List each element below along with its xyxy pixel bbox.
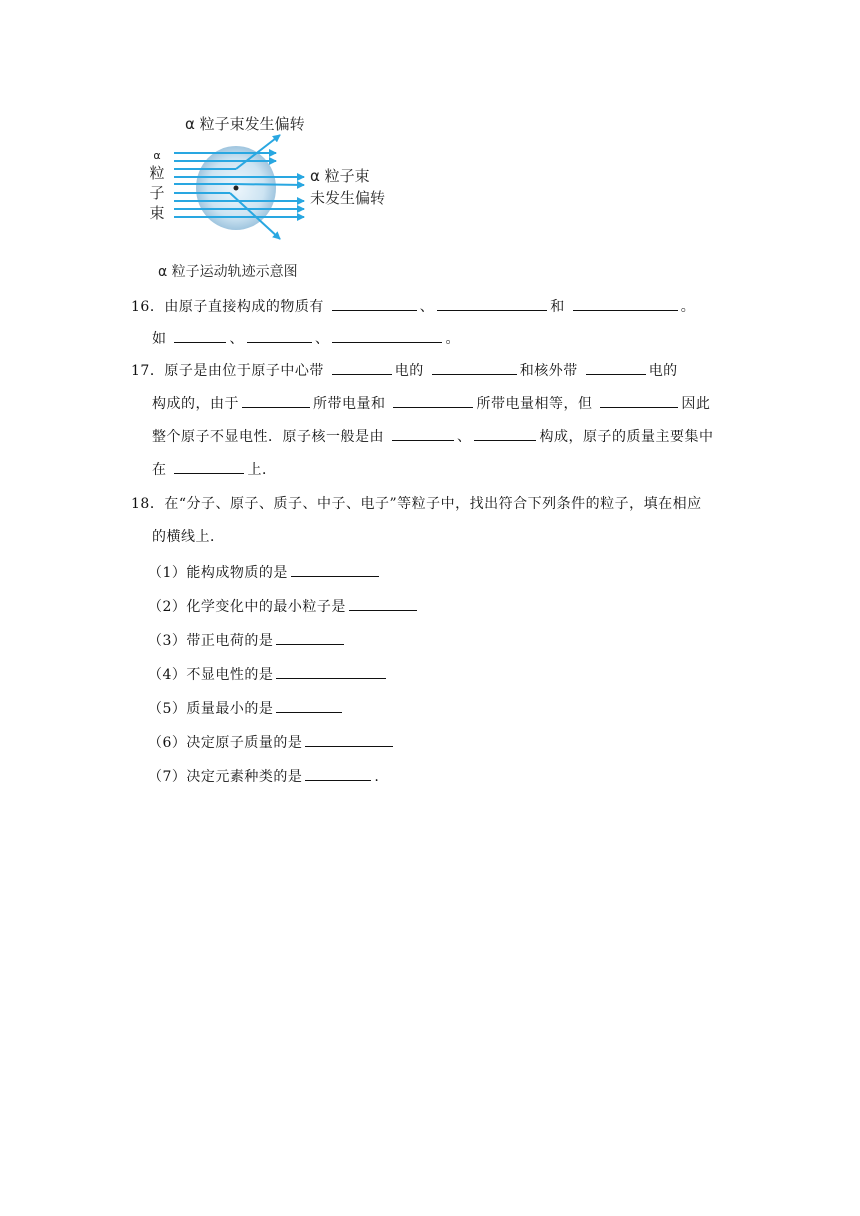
figure-caption: α 粒子运动轨迹示意图 [158,264,298,280]
separator: 。 [680,299,696,315]
q16-line2 [152,328,460,348]
q18-line1 [131,493,702,513]
separator: 、 [456,429,472,445]
q17-text: 在 [152,462,167,478]
q17-line1 [131,360,678,380]
q18-item [148,732,396,752]
answer-blank[interactable] [291,562,379,577]
q18-item-text: （1）能构成物质的是 [148,565,288,581]
q18-item-text: （2）化学变化中的最小粒子是 [148,599,346,615]
beam-label-char: 粒 [149,164,165,182]
q18-text: 在“分子、原子、质子、中子、电子”等粒子中，找出符合下列条件的粒子，填在相应 [164,496,702,512]
q18-item [148,630,347,650]
answer-blank[interactable] [174,459,244,474]
beam-label-char: 子 [149,184,165,202]
beam-label-alpha: α [153,149,161,162]
answer-blank[interactable] [247,328,312,343]
q17-text: 整个原子不显电性．原子核一般是由 [152,429,384,445]
q18-line2 [152,526,225,546]
question-number: 16． [131,299,165,315]
deflected-ray [232,184,304,185]
q18-item [148,562,382,582]
answer-blank[interactable] [332,360,392,375]
q17-text: 电的 [394,363,424,379]
q17-text: 所带电量相等，但 [476,396,593,412]
answer-blank[interactable] [432,360,517,375]
q18-item-text: （5）质量最小的是 [148,701,274,717]
answer-blank[interactable] [276,664,386,679]
answer-blank[interactable] [276,630,344,645]
q18-item-text: （3）带正电荷的是 [148,633,274,649]
question-number: 18． [131,496,165,512]
undeflected-label-line1: α 粒子束 [310,167,370,185]
q16-text: 如 [152,331,167,347]
nucleus-dot [234,186,239,191]
answer-blank[interactable] [600,393,678,408]
answer-blank[interactable] [586,360,646,375]
alpha-scattering-figure [140,105,410,280]
answer-blank[interactable] [174,328,226,343]
answer-blank[interactable] [276,698,342,713]
answer-blank[interactable] [573,296,678,311]
deflected-label: α 粒子束发生偏转 [185,115,305,133]
answer-blank[interactable] [393,393,473,408]
q17-text: 因此 [681,396,711,412]
answer-blank[interactable] [332,328,442,343]
separator: 和 [550,299,565,315]
q18-item-text: （4）不显电性的是 [148,667,274,683]
q17-line2 [152,393,710,413]
beam-label-char: 束 [149,204,165,222]
answer-blank[interactable] [332,296,417,311]
q17-text: 构成的，由于 [152,396,239,412]
q17-line4 [152,459,276,479]
q17-line3 [152,426,713,446]
q17-text: 所带电量和 [313,396,386,412]
question-number: 17． [131,363,165,379]
undeflected-label [310,165,385,209]
answer-blank[interactable] [305,766,371,781]
answer-blank[interactable] [242,393,310,408]
undeflected-label-line2: 未发生偏转 [310,189,386,207]
separator: 、 [419,299,435,315]
q16-text: 由原子直接构成的物质有 [164,299,324,315]
separator: 、 [314,331,330,347]
answer-blank[interactable] [392,426,454,441]
separator: 。 [445,331,460,347]
q17-text: 原子是由位于原子中心带 [164,363,324,379]
q18-text: 的横线上． [152,529,225,545]
answer-blank[interactable] [349,596,417,611]
q17-text: 构成，原子的质量主要集中 [539,429,714,445]
separator: . [374,769,380,785]
q17-text: 和核外带 [519,363,578,379]
beam-label [148,149,166,223]
answer-blank[interactable] [305,732,393,747]
q17-text: 上． [247,462,277,478]
q16-line1 [131,296,695,316]
q18-item [148,664,389,684]
q18-item-text: （6）决定原子质量的是 [148,735,303,751]
answer-blank[interactable] [437,296,547,311]
q18-item [148,596,420,616]
q18-item [148,698,345,718]
answer-blank[interactable] [474,426,536,441]
q18-item [148,766,379,786]
q18-item-text: （7）决定元素种类的是 [148,769,303,785]
separator: 、 [229,331,244,347]
q17-text: 电的 [648,363,678,379]
